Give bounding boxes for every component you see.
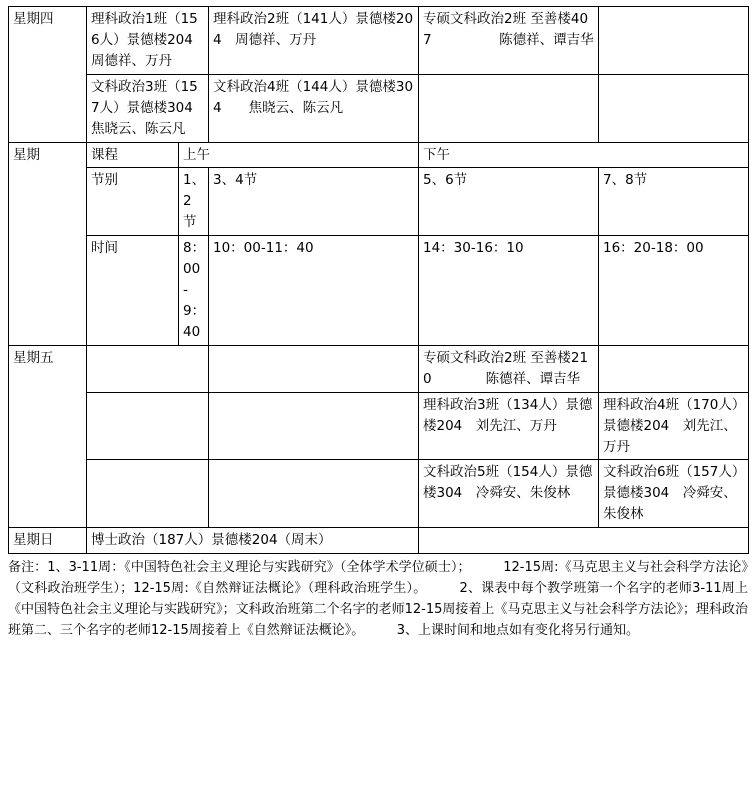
fri3-slot-afternoon-1	[419, 460, 599, 528]
day-label: 星期五	[9, 345, 87, 527]
label-period	[87, 168, 179, 236]
fri3-slot-afternoon-2-text: 文科政治6班（157人）景德楼304 冷舜安、朱俊林	[603, 464, 739, 523]
thu2-slot-afternoon-2	[599, 74, 749, 142]
label-course	[87, 142, 179, 168]
thu2-slot-morning-2-text: 文科政治4班（144人）景德楼304 焦晓云、陈云凡	[213, 78, 414, 116]
day-label: 星期	[9, 142, 87, 345]
day-label: 星期日	[9, 528, 87, 554]
thu2-slot-morning-1	[87, 74, 209, 142]
time-1-2-text: 8：00-9：40	[183, 240, 206, 340]
fri3-slot-afternoon-1-text: 文科政治5班（154人）景德楼304 冷舜安、朱俊林	[423, 464, 593, 502]
thursday-row-2	[9, 74, 749, 142]
thu2-slot-morning-2	[209, 74, 419, 142]
period-3-4	[209, 168, 419, 236]
fri-slot-morning-1	[87, 345, 209, 392]
thu2-slot-afternoon-1	[419, 74, 599, 142]
fri2-slot-morning-2	[209, 392, 419, 460]
thu-slot-afternoon-2	[599, 7, 749, 75]
time-3-4-text: 10：00-11：40	[213, 240, 314, 257]
thu-slot-morning-2	[209, 7, 419, 75]
label-morning-text: 上午	[183, 146, 210, 163]
footnote: 备注：1、3-11周：《中国特色社会主义理论与实践研究》（全体学术学位硕士）； 12-15周:《马克思主义与社会科学方法论》（文科政治班学生）；12-15周:《自然辩证法概论》（理科政治班学生）。 2、课表中每个教学班第一个名字的老师3-11周上《中国特色社会主义理论与实践研究》；文科政治班第二个名字的老师12-15周接着上《马克思主义与社会科学方法论》；理科政治班第二、三个名字的老师12-15周接着上《自然辩证法概论》。 3、上课时间和地点如有变化将另行通知。	[8, 560, 748, 639]
label-time	[87, 236, 179, 346]
period-1-2	[179, 168, 209, 236]
period-7-8-text: 7、8节	[603, 172, 648, 189]
period-1-2-text: 1、2节	[183, 172, 206, 231]
time-7-8-text: 16：20-18：00	[603, 240, 704, 257]
sunday-row	[9, 528, 749, 554]
time-5-6-text: 14：30-16：10	[423, 240, 524, 257]
time-5-6	[419, 236, 599, 346]
friday-row-1	[9, 345, 749, 392]
fri2-slot-afternoon-2	[599, 392, 749, 460]
time-7-8	[599, 236, 749, 346]
sun-slot-morning-text: 博士政治（187人）景德楼204（周末）	[91, 532, 332, 549]
thu-slot-afternoon-1-text: 专硕文科政治2班 至善楼407 陈德祥、谭吉华	[423, 11, 594, 48]
fri-slot-afternoon-2	[599, 345, 749, 392]
label-morning	[179, 142, 419, 168]
fri-slot-afternoon-1-text: 专硕文科政治2班 至善楼210 陈德祥、谭吉华	[423, 349, 589, 387]
label-period-text: 节别	[91, 172, 118, 189]
fri2-slot-afternoon-1-text: 理科政治3班（134人）景德楼204 刘先江、万丹	[423, 396, 593, 434]
friday-row-2	[9, 392, 749, 460]
fri2-slot-morning-1	[87, 392, 209, 460]
day-label: 星期四	[9, 7, 87, 143]
thu-slot-morning-1	[87, 7, 209, 75]
thu-slot-afternoon-1	[419, 7, 599, 75]
time-1-2	[179, 236, 209, 346]
fri3-slot-morning-1	[87, 460, 209, 528]
label-afternoon-text: 下午	[423, 146, 450, 163]
label-course-text: 课程	[91, 146, 118, 163]
friday-row-3	[9, 460, 749, 528]
fri3-slot-morning-2	[209, 460, 419, 528]
fri2-slot-afternoon-2-text: 理科政治4班（170人）景德楼204 刘先江、万丹	[603, 396, 739, 455]
time-3-4	[209, 236, 419, 346]
period-7-8	[599, 168, 749, 236]
header-row-course	[9, 142, 749, 168]
label-time-text: 时间	[91, 240, 118, 257]
fri3-slot-afternoon-2	[599, 460, 749, 528]
sun-slot-afternoon	[419, 528, 749, 554]
period-5-6	[419, 168, 599, 236]
sun-slot-morning	[87, 528, 419, 554]
thu2-slot-morning-1-text: 文科政治3班（157人）景德楼304 焦晓云、陈云凡	[91, 78, 207, 137]
label-afternoon	[419, 142, 749, 168]
header-row-time	[9, 236, 749, 346]
fri-slot-afternoon-1	[419, 345, 599, 392]
period-5-6-text: 5、6节	[423, 172, 468, 189]
thu-slot-morning-1-text: 理科政治1班（156人）景德楼204 周德祥、万丹	[91, 11, 207, 69]
fri2-slot-afternoon-1	[419, 392, 599, 460]
thu-slot-morning-2-text: 理科政治2班（141人）景德楼204 周德祥、万丹	[213, 11, 414, 48]
schedule-table	[8, 6, 749, 554]
fri-slot-morning-2	[209, 345, 419, 392]
period-3-4-text: 3、4节	[213, 172, 258, 189]
schedule-body	[9, 7, 749, 554]
header-row-period	[9, 168, 749, 236]
thursday-row-1	[9, 7, 749, 75]
